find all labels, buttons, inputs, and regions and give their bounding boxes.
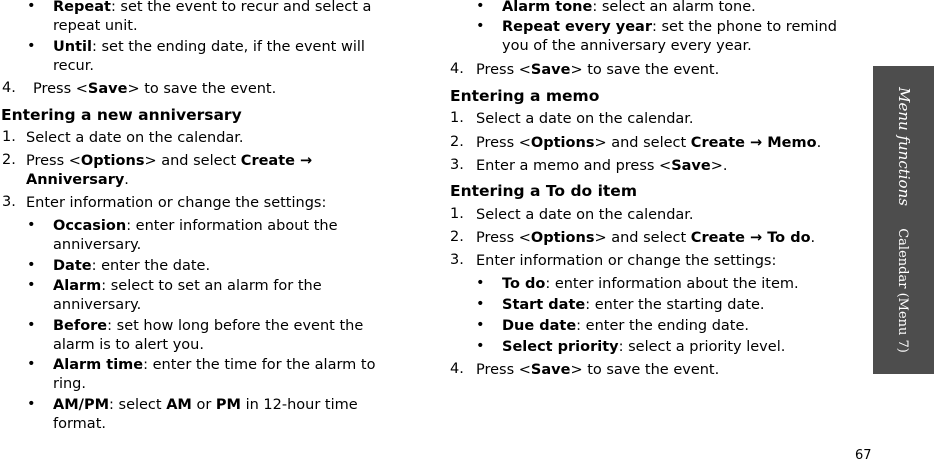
date-setting: Date: enter the date. <box>53 258 211 274</box>
section-tab-label <box>873 66 934 374</box>
step-save-event: Press <Save> to save the event. <box>476 62 720 78</box>
step-number: 2. <box>450 229 464 245</box>
step-options-memo: Press <Options> and select Create → Memo. <box>476 135 822 151</box>
step-select-date: Select a date on the calendar. <box>476 207 694 223</box>
step-enter-memo: Enter a memo and press <Save>. <box>476 158 728 174</box>
step-number: 4. <box>450 61 464 77</box>
bullet: • <box>476 338 485 354</box>
until-setting: Until: set the ending date, if the event will <box>53 39 365 55</box>
bullet: • <box>27 277 36 293</box>
bullet: • <box>27 0 36 14</box>
repeat-every-year-setting: Repeat every year: set the phone to remind <box>502 19 837 35</box>
until-setting-cont: recur. <box>53 58 94 74</box>
before-setting-cont: alarm is to alert you. <box>53 337 204 353</box>
step-number: 2. <box>2 152 16 168</box>
bullet: • <box>476 317 485 333</box>
step-number: 1. <box>450 110 464 126</box>
alarm-setting: Alarm: select to set an alarm for the <box>53 278 322 294</box>
heading-todo: Entering a To do item <box>450 182 637 200</box>
step-number: 4. <box>2 80 16 96</box>
step-number: 3. <box>450 252 464 268</box>
ampm-setting: AM/PM: select AM or PM in 12-hour time <box>53 397 358 413</box>
due-date-setting: Due date: enter the ending date. <box>502 318 750 334</box>
step-number: 4. <box>450 361 464 377</box>
step-save-event: Press <Save> to save the event. <box>33 81 277 97</box>
bullet: • <box>476 275 485 291</box>
step-options-create-cont: Anniversary. <box>26 172 129 188</box>
bullet: • <box>476 18 485 34</box>
step-enter-info: Enter information or change the settings: <box>26 195 327 211</box>
bullet: • <box>27 356 36 372</box>
step-options-todo: Press <Options> and select Create → To do. <box>476 230 816 246</box>
step-select-date: Select a date on the calendar. <box>476 111 694 127</box>
repeat-every-year-cont: you of the anniversary every year. <box>502 38 752 54</box>
step-number: 1. <box>450 206 464 222</box>
step-number: 2. <box>450 134 464 150</box>
bullet: • <box>27 257 36 273</box>
heading-new-anniversary: Entering a new anniversary <box>1 106 242 124</box>
alarm-tone-setting: Alarm tone: select an alarm tone. <box>502 0 756 15</box>
occasion-setting-cont: anniversary. <box>53 237 142 253</box>
heading-memo: Entering a memo <box>450 87 600 105</box>
repeat-setting: Repeat: set the event to recur and select a <box>53 0 372 15</box>
page-number: 67 <box>855 448 872 463</box>
alarm-time-setting-cont: ring. <box>53 376 86 392</box>
bullet: • <box>27 38 36 54</box>
step-enter-info: Enter information or change the settings: <box>476 253 777 269</box>
repeat-setting-cont: repeat unit. <box>53 18 138 34</box>
step-select-date: Select a date on the calendar. <box>26 130 244 146</box>
bullet: • <box>476 0 485 14</box>
ampm-setting-cont: format. <box>53 416 106 432</box>
bullet: • <box>476 296 485 312</box>
step-save-event: Press <Save> to save the event. <box>476 362 720 378</box>
section-title: Menu functions <box>894 87 913 206</box>
alarm-setting-cont: anniversary. <box>53 297 142 313</box>
bullet: • <box>27 396 36 412</box>
step-number: 3. <box>2 194 16 210</box>
select-priority-setting: Select priority: select a priority level. <box>502 339 786 355</box>
subsection-title: Calendar (Menu 7) <box>894 228 910 353</box>
todo-setting: To do: enter information about the item. <box>502 276 799 292</box>
occasion-setting: Occasion: enter information about the <box>53 218 338 234</box>
step-number: 1. <box>2 129 16 145</box>
alarm-time-setting: Alarm time: enter the time for the alarm to <box>53 357 376 373</box>
bullet: • <box>27 217 36 233</box>
step-number: 3. <box>450 157 464 173</box>
before-setting: Before: set how long before the event the <box>53 318 364 334</box>
start-date-setting: Start date: enter the starting date. <box>502 297 765 313</box>
step-options-create: Press <Options> and select Create → <box>26 153 313 169</box>
bullet: • <box>27 317 36 333</box>
